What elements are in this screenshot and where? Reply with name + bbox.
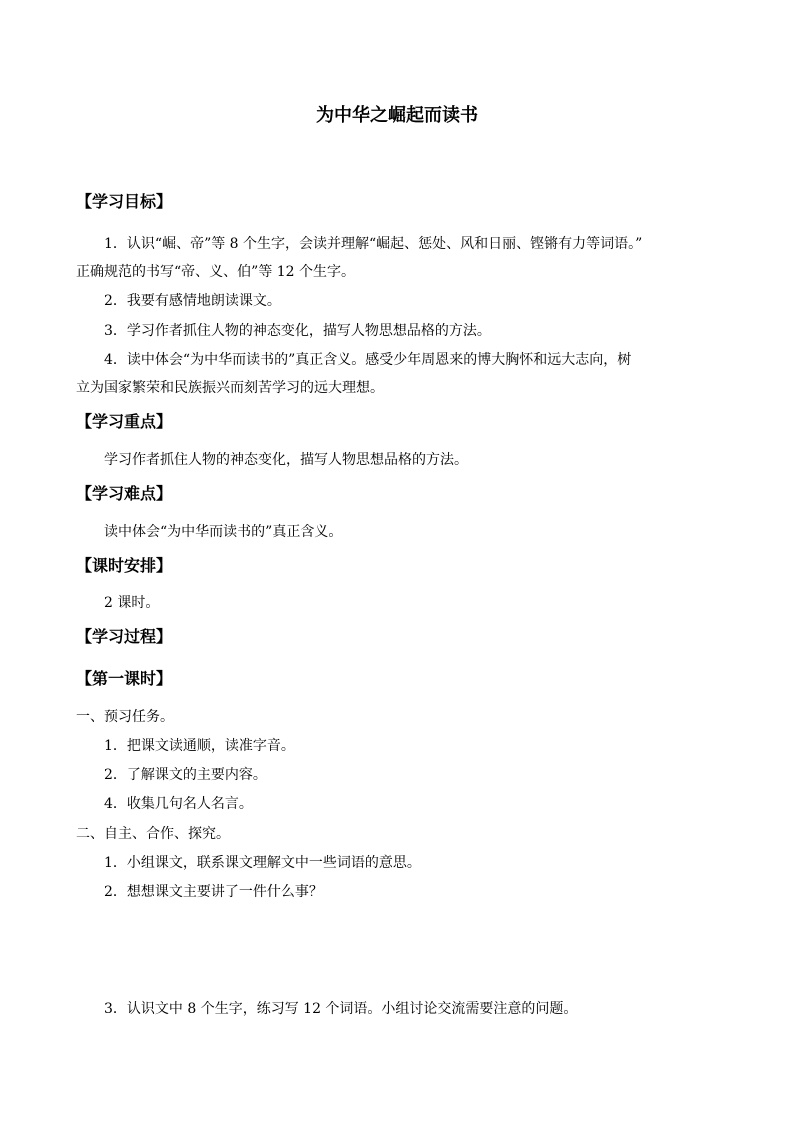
list-item: 1．把课文读通顺，读准字音。 (104, 738, 295, 754)
difficulties-heading: 【学习难点】 (76, 484, 173, 503)
objective-line: 3．学习作者抓住人物的神态变化，描写人物思想品格的方法。 (104, 323, 491, 339)
schedule-heading: 【课时安排】 (76, 556, 173, 575)
lesson1-heading: 【第一课时】 (76, 669, 173, 688)
section-title: 二、自主、合作、探究。 (76, 826, 230, 842)
difficulties-text: 读中体会“为中华而读书的”真正含义。 (104, 524, 343, 540)
objective-line: 1．认识“崛、帝”等 8 个生字，会读并理解“崛起、惩处、风和日丽、铿锵有力等词语。” (104, 236, 643, 252)
document-title: 为中华之崛起而读书 (316, 105, 478, 126)
key-points-heading: 【学习重点】 (76, 412, 173, 431)
objective-line: 2．我要有感情地朗读课文。 (104, 293, 281, 309)
objective-line: 4．读中体会“为中华而读书的”真正含义。感受少年周恩来的博大胸怀和远大志向，树 (104, 352, 632, 368)
list-item: 2．了解课文的主要内容。 (104, 767, 267, 783)
key-points-text: 学习作者抓住人物的神态变化，描写人物思想品格的方法。 (104, 452, 468, 468)
objectives-heading: 【学习目标】 (76, 192, 173, 211)
objective-line: 立为国家繁荣和民族振兴而刻苦学习的远大理想。 (76, 380, 384, 396)
process-heading: 【学习过程】 (76, 627, 173, 646)
list-item: 2．想想课文主要讲了一件什么事？ (104, 884, 323, 900)
list-item: 3．认识文中 8 个生字，练习写 12 个词语。小组讨论交流需要注意的问题。 (104, 1001, 578, 1017)
objective-line: 正确规范的书写“帝、义、伯”等 12 个生字。 (76, 264, 356, 280)
section-title: 一、预习任务。 (76, 709, 174, 725)
list-item: 4．收集几句名人名言。 (104, 796, 253, 812)
schedule-text: 2 课时。 (104, 595, 160, 611)
list-item: 1．小组课文，联系课文理解文中一些词语的意思。 (104, 855, 421, 871)
